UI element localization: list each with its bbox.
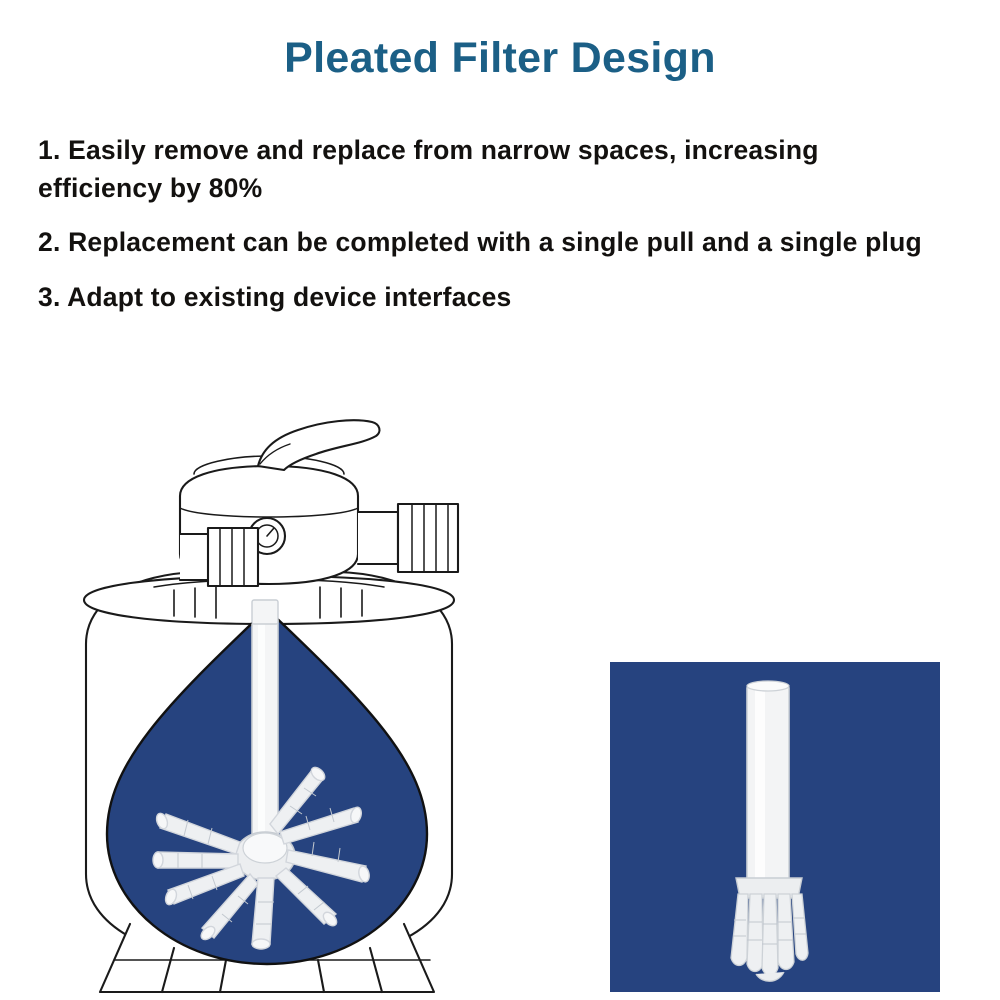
feature-list <box>38 132 943 317</box>
pleated-filter-cartridge-closeup <box>610 662 940 992</box>
feature-item-2: 2. Replacement can be completed with a single pull and a single plug <box>38 227 922 258</box>
feature-item-1: 1. Easily remove and replace from narrow spaces, increasing efficiency by 80% <box>38 135 819 203</box>
sand-filter-cutaway-diagram <box>62 404 482 994</box>
page-title: Pleated Filter Design <box>284 34 716 82</box>
feature-item-3: 3. Adapt to existing device interfaces <box>38 281 512 312</box>
